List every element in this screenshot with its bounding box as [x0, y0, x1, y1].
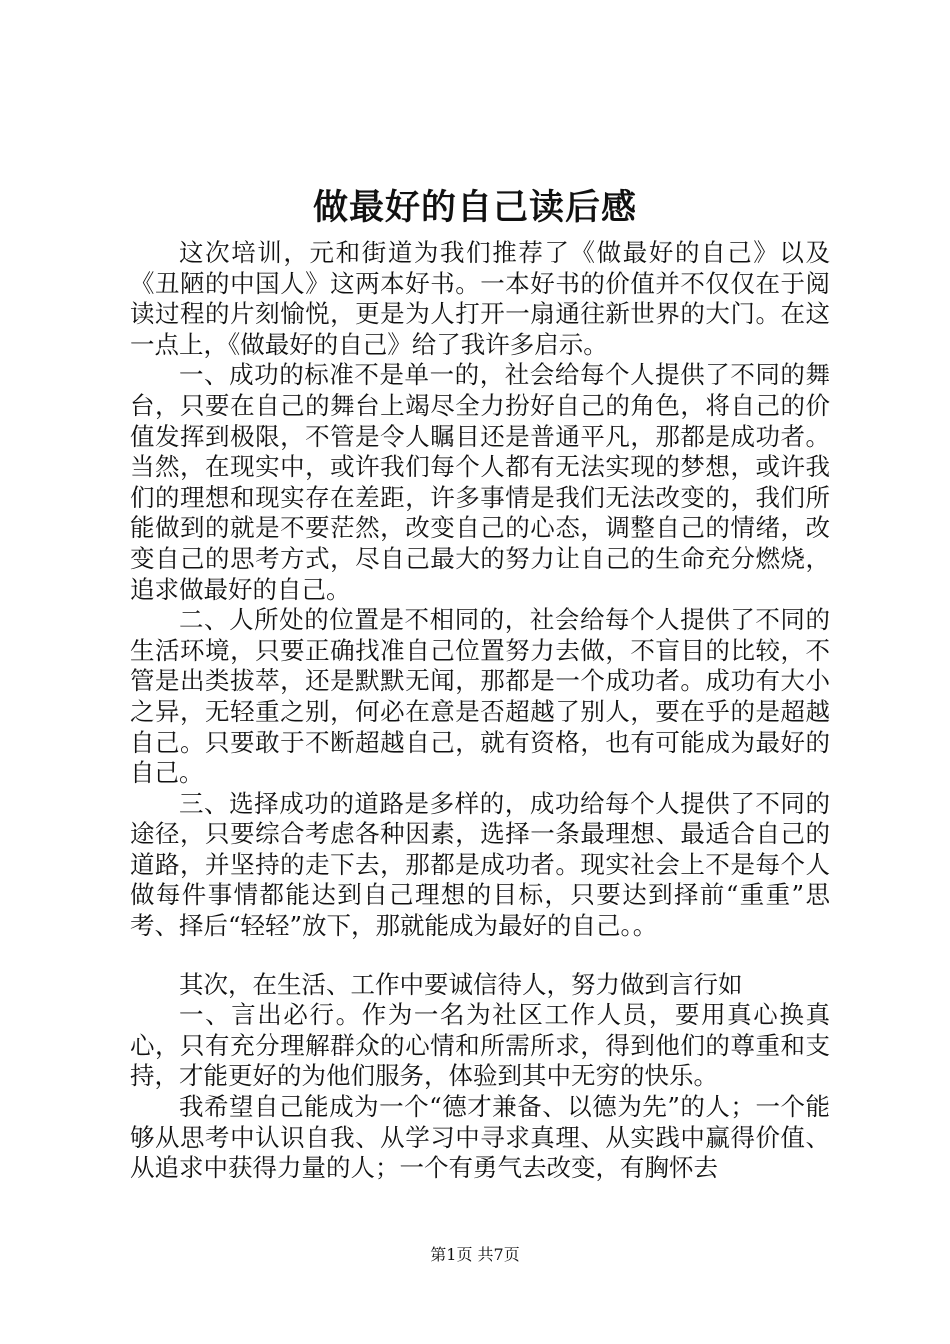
paragraph-hope: 我希望自己能成为一个“德才兼备、以德为先”的人；一个能够从思考中认识自我、从学习中寻求真理、从实践中赢得价值、从追求中获得力量的人；一个有勇气去改变，有胸怀去 [130, 1092, 830, 1183]
paragraph-intro: 这次培训，元和街道为我们推荐了《做最好的自己》以及《丑陋的中国人》这两本好书。一本好书的价值并不仅仅在于阅读过程的片刻愉悦，更是为人打开一扇通往新世界的大门。在这一点上，《做最好的自己》给了我许多启示。 [130, 238, 830, 359]
paragraph-point-two: 二、人所处的位置是不相同的，社会给每个人提供了不同的生活环境，只要正确找准自己位置努力去做，不盲目的比较，不管是出类拔萃，还是默默无闻，那都是一个成功者。成功有大小之异，无轻重之别，何必在意是否超越了别人，要在乎的是超越自己。只要敢于不断超越自己，就有资格，也有可能成为最好的自己。 [130, 605, 830, 788]
paragraph-gap [130, 942, 830, 970]
document-title: 做最好的自己读后感 [312, 187, 637, 228]
paragraph-keep-promise: 一、言出必行。作为一名为社区工作人员，要用真心换真心，只有充分理解群众的心情和所需所求，得到他们的尊重和支持，才能更好的为他们服务，体验到其中无穷的快乐。 [130, 1000, 830, 1091]
document-body [130, 238, 830, 1184]
paragraph-point-three: 三、选择成功的道路是多样的，成功给每个人提供了不同的途径，只要综合考虑各种因素，选择一条最理想、最适合自己的道路，并坚持的走下去，那都是成功者。现实社会上不是每个人做每件事情都能达到自己理想的目标，只要达到择前“重重”思考、择后“轻轻”放下，那就能成为最好的自己。。 [130, 788, 830, 941]
paragraph-secondly: 其次，在生活、工作中要诚信待人，努力做到言行如 [179, 969, 743, 999]
paragraph-point-one: 一、成功的标准不是单一的，社会给每个人提供了不同的舞台，只要在自己的舞台上竭尽全力扮好自己的角色，将自己的价值发挥到极限，不管是令人瞩目还是普通平凡，那都是成功者。当然，在现实中，或许我们每个人都有无法实现的梦想，或许我们的理想和现实存在差距，许多事情是我们无法改变的，我们所能做到的就是不要茫然，改变自己的心态，调整自己的情绪，改变自己的思考方式，尽自己最大的努力让自己的生命充分燃烧，追求做最好的自己。 [130, 360, 830, 604]
page-indicator: 第1页 共7页 [430, 1245, 520, 1264]
